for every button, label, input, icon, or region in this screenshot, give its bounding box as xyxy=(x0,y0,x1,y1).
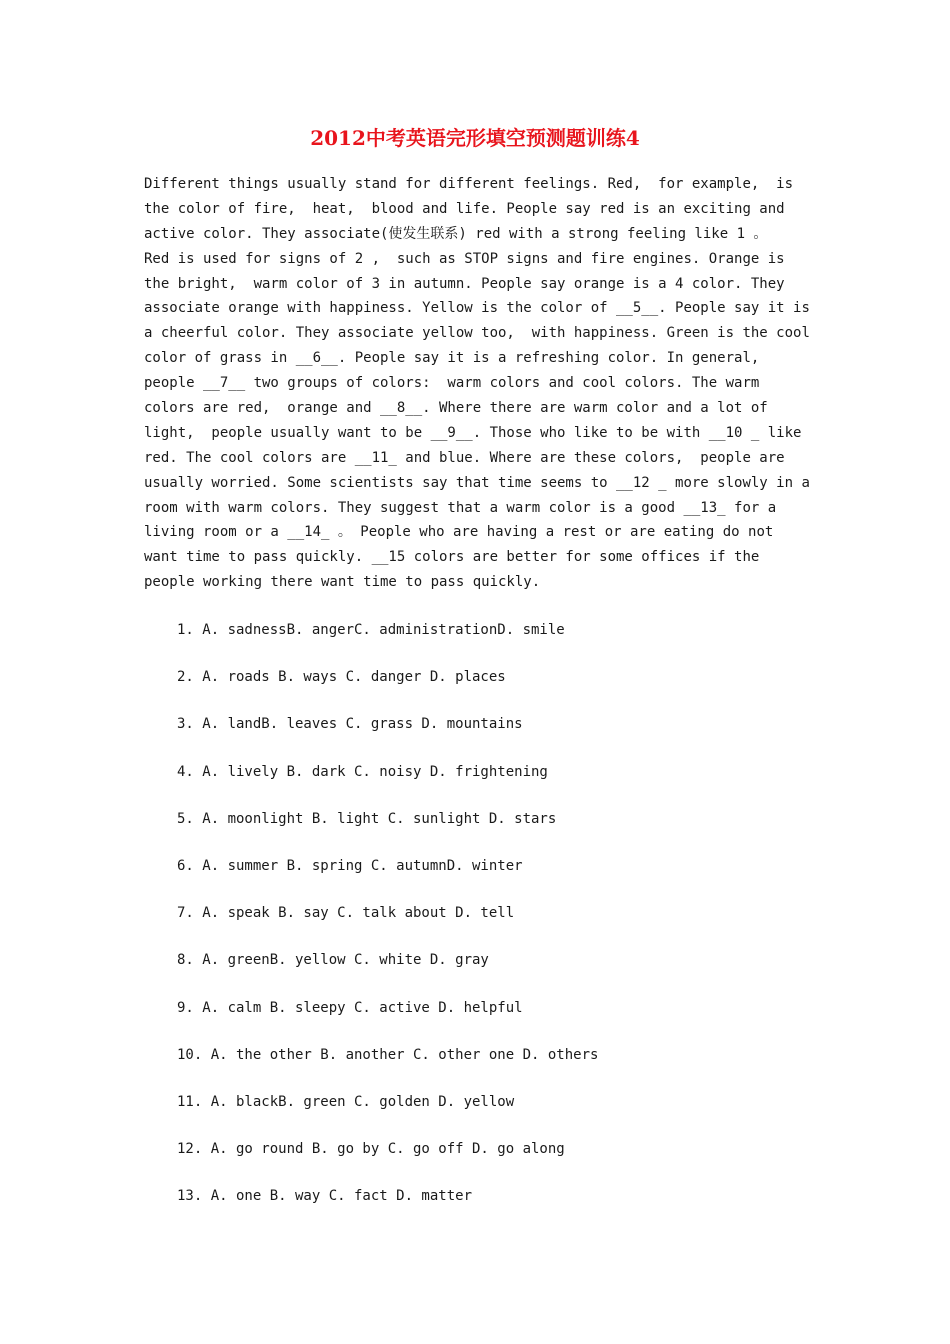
passage-line: light, people usually want to be __9__. Those who like to be with __10 _ like xyxy=(144,424,802,441)
passage-line: living room or a __14_ 。 People who are having a rest or are eating do not xyxy=(144,524,774,541)
passage-line: colors are red, orange and __8__. Where there are warm color and a lot of xyxy=(144,400,768,417)
question-item: 9. A. calm B. sleepy C. active D. helpful xyxy=(177,999,523,1016)
question-item: 1. A. sadnessB. angerC. administrationD. smile xyxy=(177,622,565,638)
passage-line: active color. They associate(使发生联系) red with a strong feeling like 1 。 xyxy=(144,225,768,242)
question-item: 10. A. the other B. another C. other one D. others xyxy=(177,1046,599,1063)
question-item: 4. A. lively B. dark C. noisy D. frightening xyxy=(177,763,548,780)
question-item: 2. A. roads B. ways C. danger D. places xyxy=(177,669,506,686)
passage-line: people working there want time to pass quickly. xyxy=(144,574,541,591)
cloze-passage xyxy=(144,172,814,595)
question-item: 8. A. greenB. yellow C. white D. gray xyxy=(177,952,489,969)
passage-line: room with warm colors. They suggest that a warm color is a good __13_ for a xyxy=(144,499,777,516)
passage-line: the color of fire, heat, blood and life. People say red is an exciting and xyxy=(144,200,785,217)
question-item: 6. A. summer B. spring C. autumnD. winter xyxy=(177,857,523,874)
passage-line: usually worried. Some scientists say that time seems to __12 _ more slowly in a xyxy=(144,474,810,491)
passage-line: a cheerful color. They associate yellow too, with happiness. Green is the cool xyxy=(144,325,810,342)
passage-line: people __7__ two groups of colors: warm colors and cool colors. The warm xyxy=(144,375,760,392)
question-item: 12. A. go round B. go by C. go off D. go along xyxy=(177,1141,565,1158)
page-title: 2012中考英语完形填空预测题训练4 xyxy=(310,126,640,150)
question-list xyxy=(177,618,817,1231)
question-item: 11. A. blackB. green C. golden D. yellow xyxy=(177,1093,515,1110)
passage-line: Red is used for signs of 2 , such as STOP signs and fire engines. Orange is xyxy=(144,250,785,267)
question-item: 13. A. one B. way C. fact D. matter xyxy=(177,1188,473,1205)
passage-line: associate orange with happiness. Yellow is the color of __5__. People say it is xyxy=(144,300,810,317)
passage-line: Different things usually stand for different feelings. Red, for example, is xyxy=(144,176,794,192)
passage-line: want time to pass quickly. __15 colors are better for some offices if the xyxy=(144,549,760,566)
passage-line: red. The cool colors are __11_ and blue. Where are these colors, people are xyxy=(144,449,785,466)
question-item: 5. A. moonlight B. light C. sunlight D. stars xyxy=(177,810,557,827)
question-item: 3. A. landB. leaves C. grass D. mountains xyxy=(177,716,523,733)
question-item: 7. A. speak B. say C. talk about D. tell xyxy=(177,905,515,922)
passage-line: the bright, warm color of 3 in autumn. People say orange is a 4 color. They xyxy=(144,275,785,292)
passage-line: color of grass in __6__. People say it is a refreshing color. In general, xyxy=(144,350,760,367)
